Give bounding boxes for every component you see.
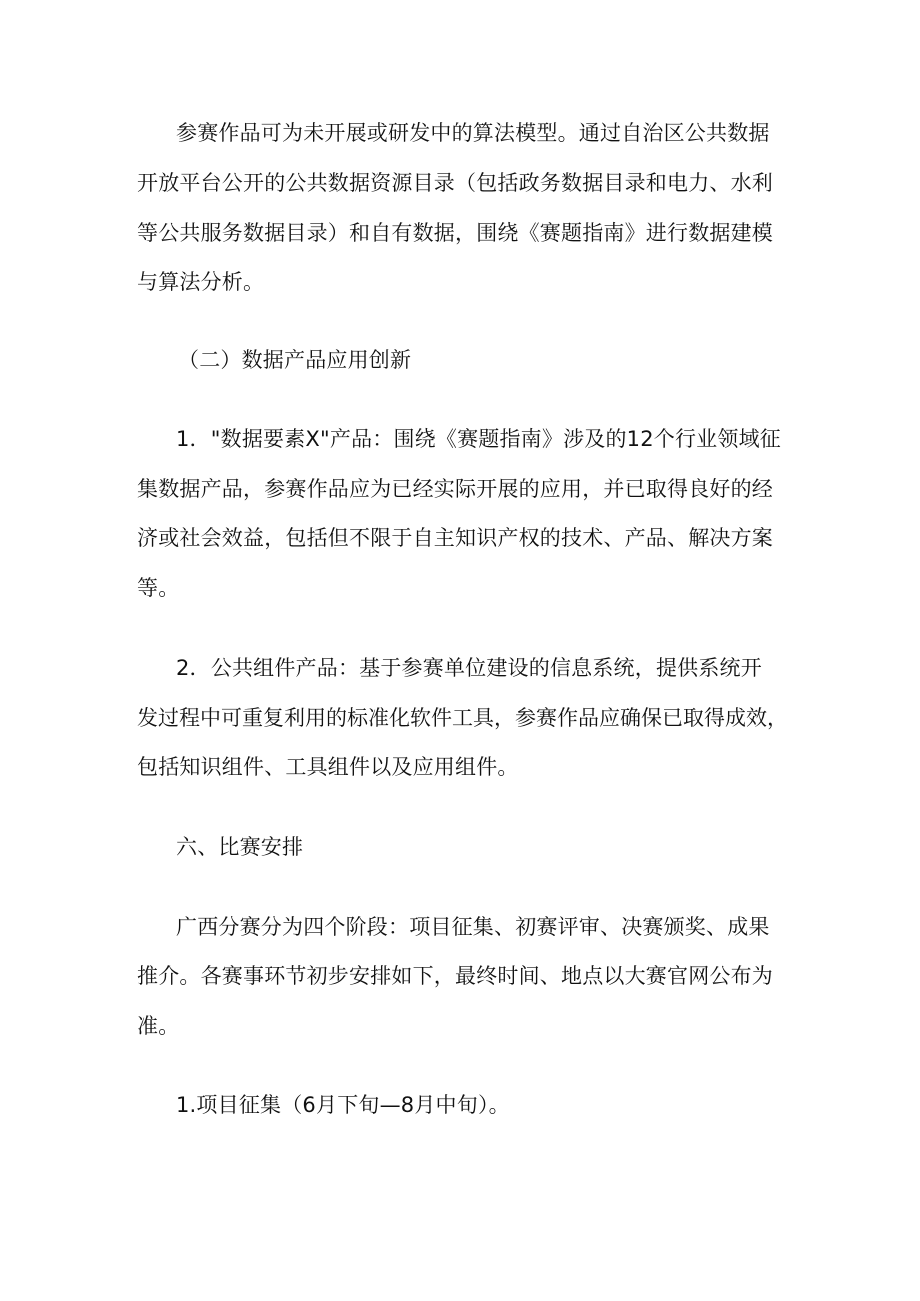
item-2-line-2: 发过程中可重复利用的标准化软件工具，参赛作品应确保已取得成效，	[137, 706, 788, 730]
paragraph-1-line-2: 开放平台公开的公共数据资源目录（包括政务数据目录和电力、水利	[137, 171, 773, 195]
schedule-paragraph-line-1: 广西分赛分为四个阶段：项目征集、初赛评审、决赛颁奖、成果	[176, 915, 770, 939]
item-1-line-2: 集数据产品，参赛作品应为已经实际开展的应用，并已取得良好的经	[137, 477, 773, 501]
schedule-paragraph-line-3: 准。	[137, 1014, 180, 1038]
section-6-heading: 六、比赛安排	[176, 835, 304, 859]
item-2-line-3: 包括知识组件、工具组件以及应用组件。	[137, 755, 519, 779]
item-2-line-1: 2．公共组件产品：基于参赛单位建设的信息系统，提供系统开	[176, 656, 762, 680]
paragraph-1-line-3: 等公共服务数据目录）和自有数据，围绕《赛题指南》进行数据建模	[137, 221, 773, 245]
item-1-line-3: 济或社会效益，包括但不限于自主知识产权的技术、产品、解决方案	[137, 526, 773, 550]
item-1-line-4: 等。	[137, 576, 180, 600]
item-1-line-1: 1．"数据要素X"产品：围绕《赛题指南》涉及的12个行业领域征	[176, 427, 781, 451]
paragraph-1-line-4: 与算法分析。	[137, 270, 265, 294]
stage-1-project-collection: 1.项目征集（6月下旬—8月中旬）。	[176, 1093, 510, 1117]
section-heading-data-product-innovation: （二）数据产品应用创新	[178, 348, 412, 372]
schedule-paragraph-line-2: 推介。各赛事环节初步安排如下，最终时间、地点以大赛官网公布为	[137, 964, 773, 988]
paragraph-1-line-1: 参赛作品可为未开展或研发中的算法模型。通过自治区公共数据	[176, 121, 770, 145]
